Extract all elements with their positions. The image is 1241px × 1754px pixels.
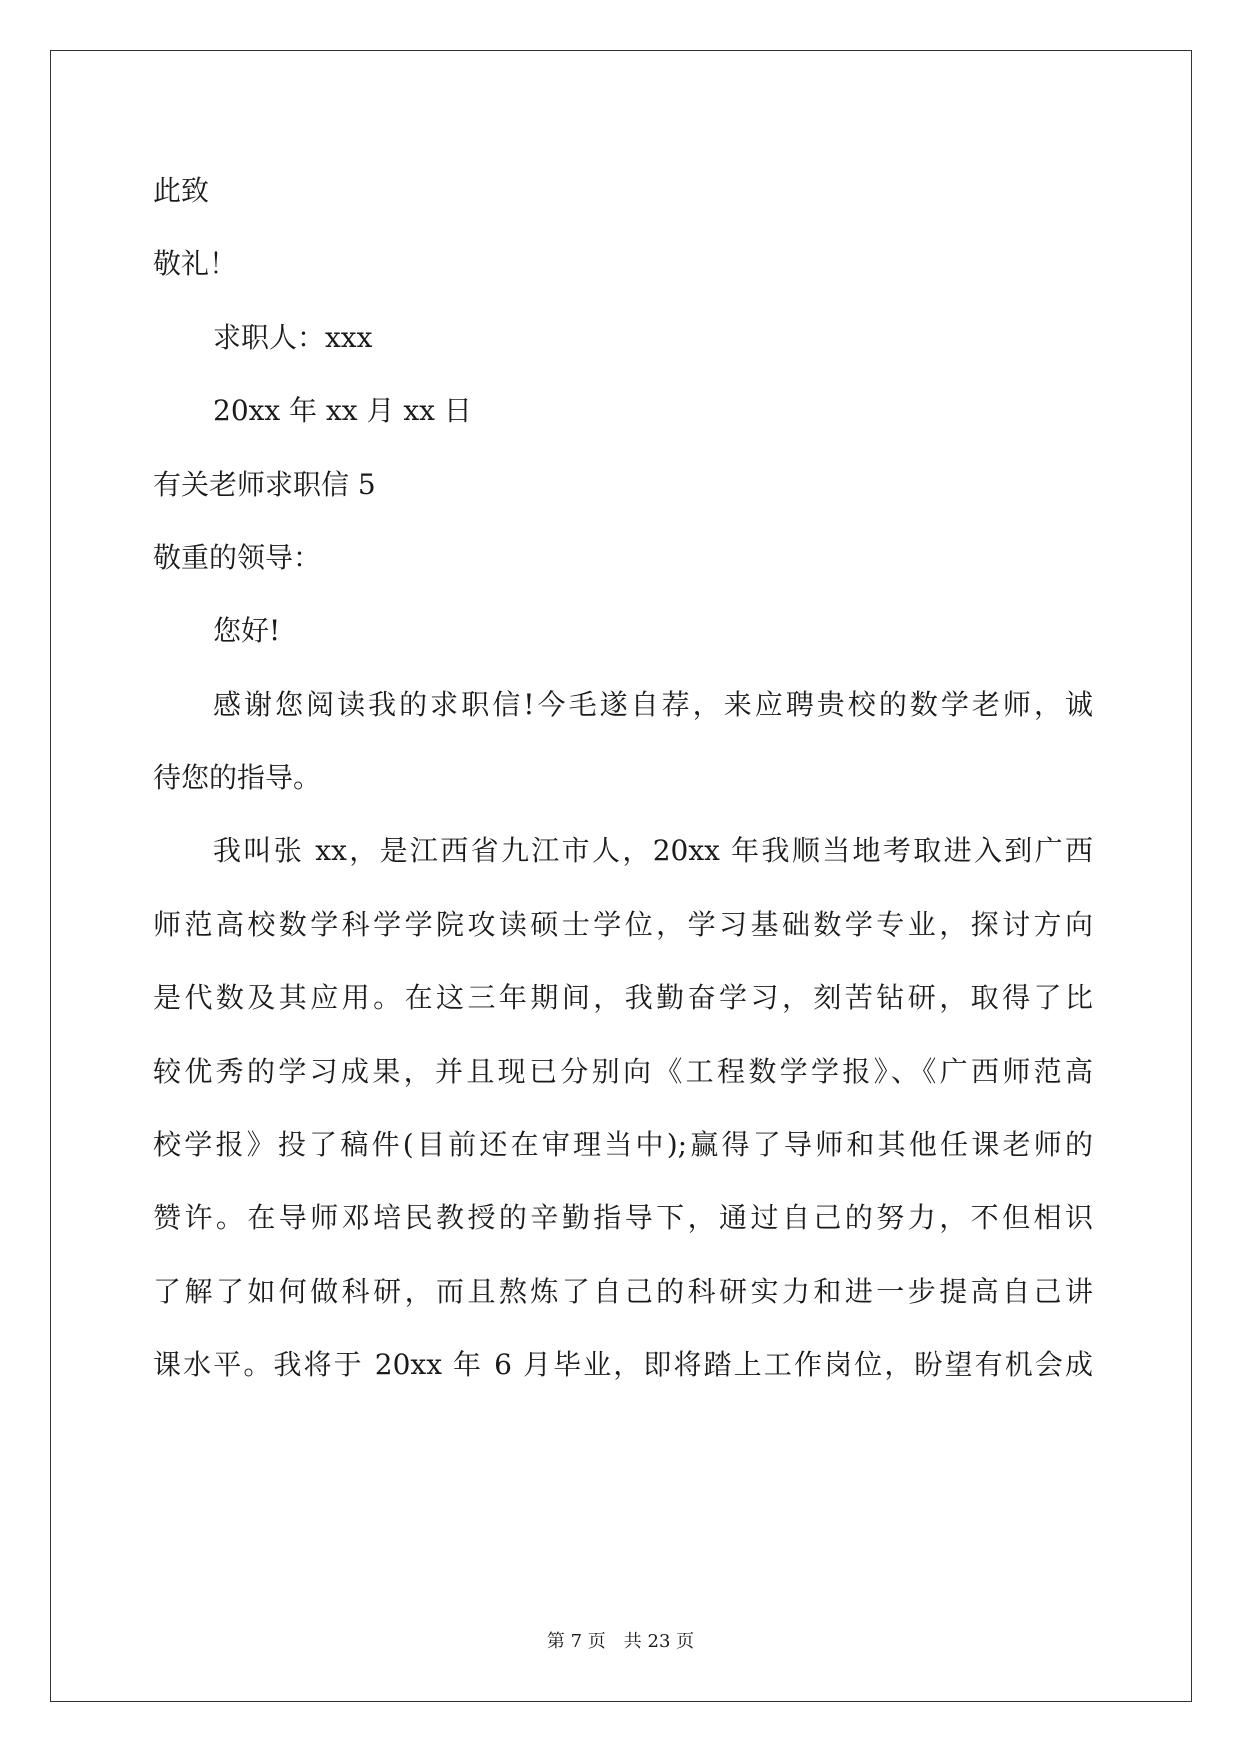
page-border [50, 50, 1192, 1702]
paragraph-2-line-3: 是代数及其应用。在这三年期间，我勤奋学习，刻苦钻研，取得了比 [153, 981, 1093, 1014]
paragraph-2-line-7: 了解了如何做科研，而且熬炼了自己的科研实力和进一步提高自己讲 [153, 1275, 1093, 1308]
closing-regards: 敬礼！ [153, 247, 238, 280]
paragraph-1-line-1: 感谢您阅读我的求职信!今毛遂自荐，来应聘贵校的数学老师，诚 [213, 688, 1093, 721]
section-title: 有关老师求职信 5 [153, 468, 376, 501]
paragraph-2-line-4: 较优秀的学习成果，并且现已分别向《工程数学学报》、《广西师范高 [153, 1055, 1093, 1088]
paragraph-1-line-2: 待您的指导。 [153, 761, 322, 794]
paragraph-2-line-6: 赞许。在导师邓培民教授的辛勤指导下，通过自己的努力，不但相识 [153, 1201, 1093, 1234]
page-number: 第 7 页 共 23 页 [546, 1631, 695, 1652]
letter-hello: 您好! [213, 614, 281, 647]
paragraph-2-line-5: 校学报》投了稿件(目前还在审理当中);赢得了导师和其他任课老师的 [153, 1128, 1093, 1161]
letter-greeting: 敬重的领导： [153, 541, 322, 574]
letter-date: 20xx 年 xx 月 xx 日 [213, 394, 472, 427]
closing-salutation: 此致 [153, 174, 210, 207]
paragraph-2-line-2: 师范高校数学科学学院攻读硕士学位，学习基础数学专业，探讨方向 [153, 908, 1093, 941]
applicant-signature: 求职人：xxx [213, 321, 373, 354]
paragraph-2-line-8: 课水平。我将于 20xx 年 6 月毕业，即将踏上工作岗位，盼望有机会成 [153, 1348, 1093, 1381]
paragraph-2-line-1: 我叫张 xx，是江西省九江市人，20xx 年我顺当地考取进入到广西 [213, 834, 1093, 867]
